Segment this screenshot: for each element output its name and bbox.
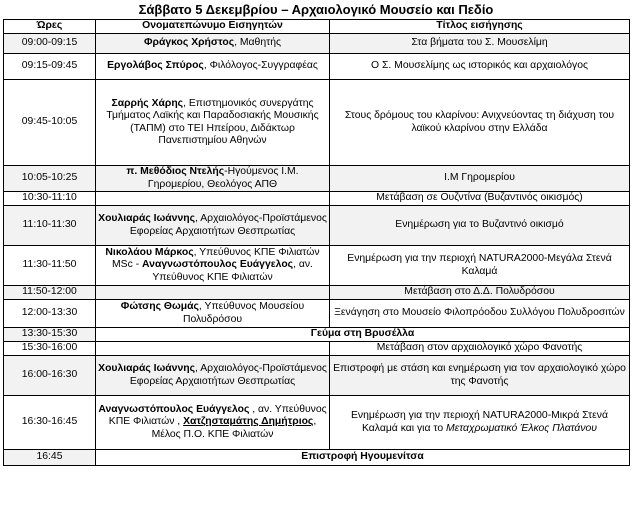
- schedule-row: [4, 166, 630, 192]
- event-cell: Επιστροφή Ηγουμενίτσα: [96, 450, 630, 466]
- schedule-row: [4, 54, 630, 80]
- time-cell: 13:30-15:30: [4, 328, 96, 342]
- topic-cell: [330, 286, 630, 300]
- topic-cell: [330, 300, 630, 328]
- speaker-cell: [96, 192, 330, 206]
- topic-cell: [330, 54, 630, 80]
- speaker-cell: [96, 286, 330, 300]
- schedule-row: [4, 80, 630, 166]
- topic-cell: [330, 396, 630, 450]
- speaker-text: Νικολάου Μάρκος: [105, 247, 194, 259]
- speaker-cell: [96, 246, 330, 286]
- time-cell: 16:00-16:30: [4, 356, 96, 396]
- time-cell: 11:10-11:30: [4, 206, 96, 246]
- topic-cell: [330, 166, 630, 192]
- speaker-cell: [96, 342, 330, 356]
- time-cell: 11:30-11:50: [4, 246, 96, 286]
- time-cell: 10:30-11:10: [4, 192, 96, 206]
- schedule-row: [4, 34, 630, 54]
- schedule-row: [4, 246, 630, 286]
- topic-text: Μετάβαση σε Ουζντίνα (Βυζαντινός οικισμός): [376, 192, 583, 204]
- speaker-text: , Μέλος Π.Ο. ΚΠΕ Φιλιατών: [151, 416, 317, 440]
- speaker-text: Αναγνωστόπουλος Ευάγγελος: [142, 259, 294, 271]
- schedule-row: [4, 450, 630, 466]
- topic-cell: [330, 80, 630, 166]
- schedule-table: [3, 19, 630, 466]
- topic-cell: [330, 356, 630, 396]
- speaker-cell: [96, 34, 330, 54]
- speaker-cell: [96, 166, 330, 192]
- speaker-text: Φώτσης Θωμάς: [120, 301, 199, 313]
- topic-cell: [330, 246, 630, 286]
- topic-cell: [330, 192, 630, 206]
- time-cell: 16:30-16:45: [4, 396, 96, 450]
- speaker-cell: [96, 356, 330, 396]
- speaker-text: , Αρχαιολόγος-Προϊστάμενος Εφορείας Αρχαιοτήτων Θεσπρωτίας: [129, 213, 327, 237]
- topic-text: Μετάβαση στο Δ.Δ. Πολυδρόσου: [404, 286, 555, 298]
- schedule-row: [4, 396, 630, 450]
- topic-cell: [330, 34, 630, 54]
- speaker-text: Χουλιαράς Ιωάννης: [98, 363, 195, 375]
- schedule-row: [4, 206, 630, 246]
- topic-text: Ενημέρωση για το Βυζαντινό οικισμό: [395, 219, 564, 231]
- speaker-text: Φράγκος Χρήστος: [143, 37, 235, 49]
- schedule-row: [4, 192, 630, 206]
- schedule-row: [4, 300, 630, 328]
- time-cell: 15:30-16:00: [4, 342, 96, 356]
- speaker-text: , Υπεύθυνος ΚΠΕ Φιλιατών MSc -: [112, 247, 320, 271]
- topic-text: Στα βήματα του Σ. Μουσελίμη: [411, 37, 548, 49]
- speaker-text: , Αρχαιολόγος-Προϊστάμενος Εφορείας Αρχαιοτήτων Θεσπρωτίας: [129, 363, 327, 387]
- speaker-text: , αν. Υπεύθυνος ΚΠΕ Φιλιατών ,: [108, 404, 327, 428]
- topic-text: Ξενάγηση στο Μουσείο Φιλοπρόοδου Συλλόγου Πολυδροσιτών: [334, 307, 625, 319]
- topic-text: Ι.Μ Γηρομερίου: [444, 172, 515, 184]
- speaker-cell: [96, 396, 330, 450]
- topic-text: Ενημέρωση για την περιοχή NATURA2000-Μεγάλα Στενά Καλαμά: [347, 253, 612, 277]
- topic-cell: [330, 206, 630, 246]
- speaker-text: , Επιστημονικός συνεργάτης Τμήματος Λαϊκής και Παραδοσιακής Μουσικής (ΤΑΠΜ) στο ΤΕΙ Ηπείρου, Διδάκτωρ Πανεπιστημίου Αθηνών: [106, 98, 319, 146]
- column-header-topic: Τίτλος εισήγησης: [330, 20, 630, 34]
- time-cell: 09:00-09:15: [4, 34, 96, 54]
- time-cell: 11:50-12:00: [4, 286, 96, 300]
- time-cell: 16:45: [4, 450, 96, 466]
- page-title: Σάββατο 5 Δεκεμβρίου – Αρχαιολογικό Μουσείο και Πεδίο: [138, 2, 494, 17]
- speaker-text: Χουλιαράς Ιωάννης: [98, 213, 195, 225]
- topic-text: Ενημέρωση για την περιοχή NATURA2000-Μικρά Στενά Καλαμά και για το: [351, 410, 608, 434]
- speaker-text: , Μαθητής: [234, 37, 281, 49]
- speaker-cell: [96, 206, 330, 246]
- speaker-text: , αν. Υπεύθυνος ΚΠΕ Φιλιατών: [152, 259, 313, 283]
- column-header-time: Ώρες: [4, 20, 96, 34]
- speaker-cell: [96, 80, 330, 166]
- speaker-text: π. Μεθόδιος Ντελής: [126, 166, 225, 178]
- header-row: [4, 20, 630, 34]
- time-cell: 09:45-10:05: [4, 80, 96, 166]
- time-cell: 10:05-10:25: [4, 166, 96, 192]
- schedule-row: [4, 356, 630, 396]
- topic-text: Στους δρόμους του κλαρίνου: Ανιχνεύοντας τη διάχυση του λαϊκού κλαρίνου στην Ελλάδα: [344, 110, 615, 134]
- schedule-row: [4, 342, 630, 356]
- time-cell: 09:15-09:45: [4, 54, 96, 80]
- topic-text: Μετάβαση στον αρχαιολογικό χώρο Φανοτής: [376, 342, 583, 354]
- speaker-text: Σαρρής Χάρης: [111, 98, 184, 110]
- speaker-cell: [96, 54, 330, 80]
- speaker-text: Αναγνωστόπουλος Ευάγγελος: [98, 404, 250, 416]
- topic-text: Επιστροφή με στάση και ενημέρωση για τον αρχαιολογικό χώρο της Φανοτής: [333, 363, 626, 387]
- speaker-text: Χατζησταμάτης Δημήτριος: [183, 416, 314, 428]
- topic-text: Ο Σ. Μουσελίμης ως ιστορικός και αρχαιολόγος: [371, 60, 588, 72]
- event-cell: Γεύμα στη Βρυσέλλα: [96, 328, 630, 342]
- column-header-speaker: Ονοματεπώνυμο Εισηγητών: [96, 20, 330, 34]
- schedule-row: [4, 286, 630, 300]
- speaker-cell: [96, 300, 330, 328]
- speaker-text: Εργολάβος Σπύρος: [107, 60, 204, 72]
- time-cell: 12:00-13:30: [4, 300, 96, 328]
- speaker-text: , Υπεύθυνος Μουσείου Πολυδρόσου: [182, 301, 305, 325]
- topic-text: Μεταχρωματικό Έλκος Πλατάνου: [446, 422, 598, 434]
- speaker-text: -Ηγούμενος Ι.Μ. Γηρομερίου, Θεολόγος ΑΠΘ: [147, 166, 299, 190]
- speaker-text: , Φιλόλογος-Συγγραφέας: [203, 60, 318, 72]
- schedule-row: [4, 328, 630, 342]
- topic-cell: [330, 342, 630, 356]
